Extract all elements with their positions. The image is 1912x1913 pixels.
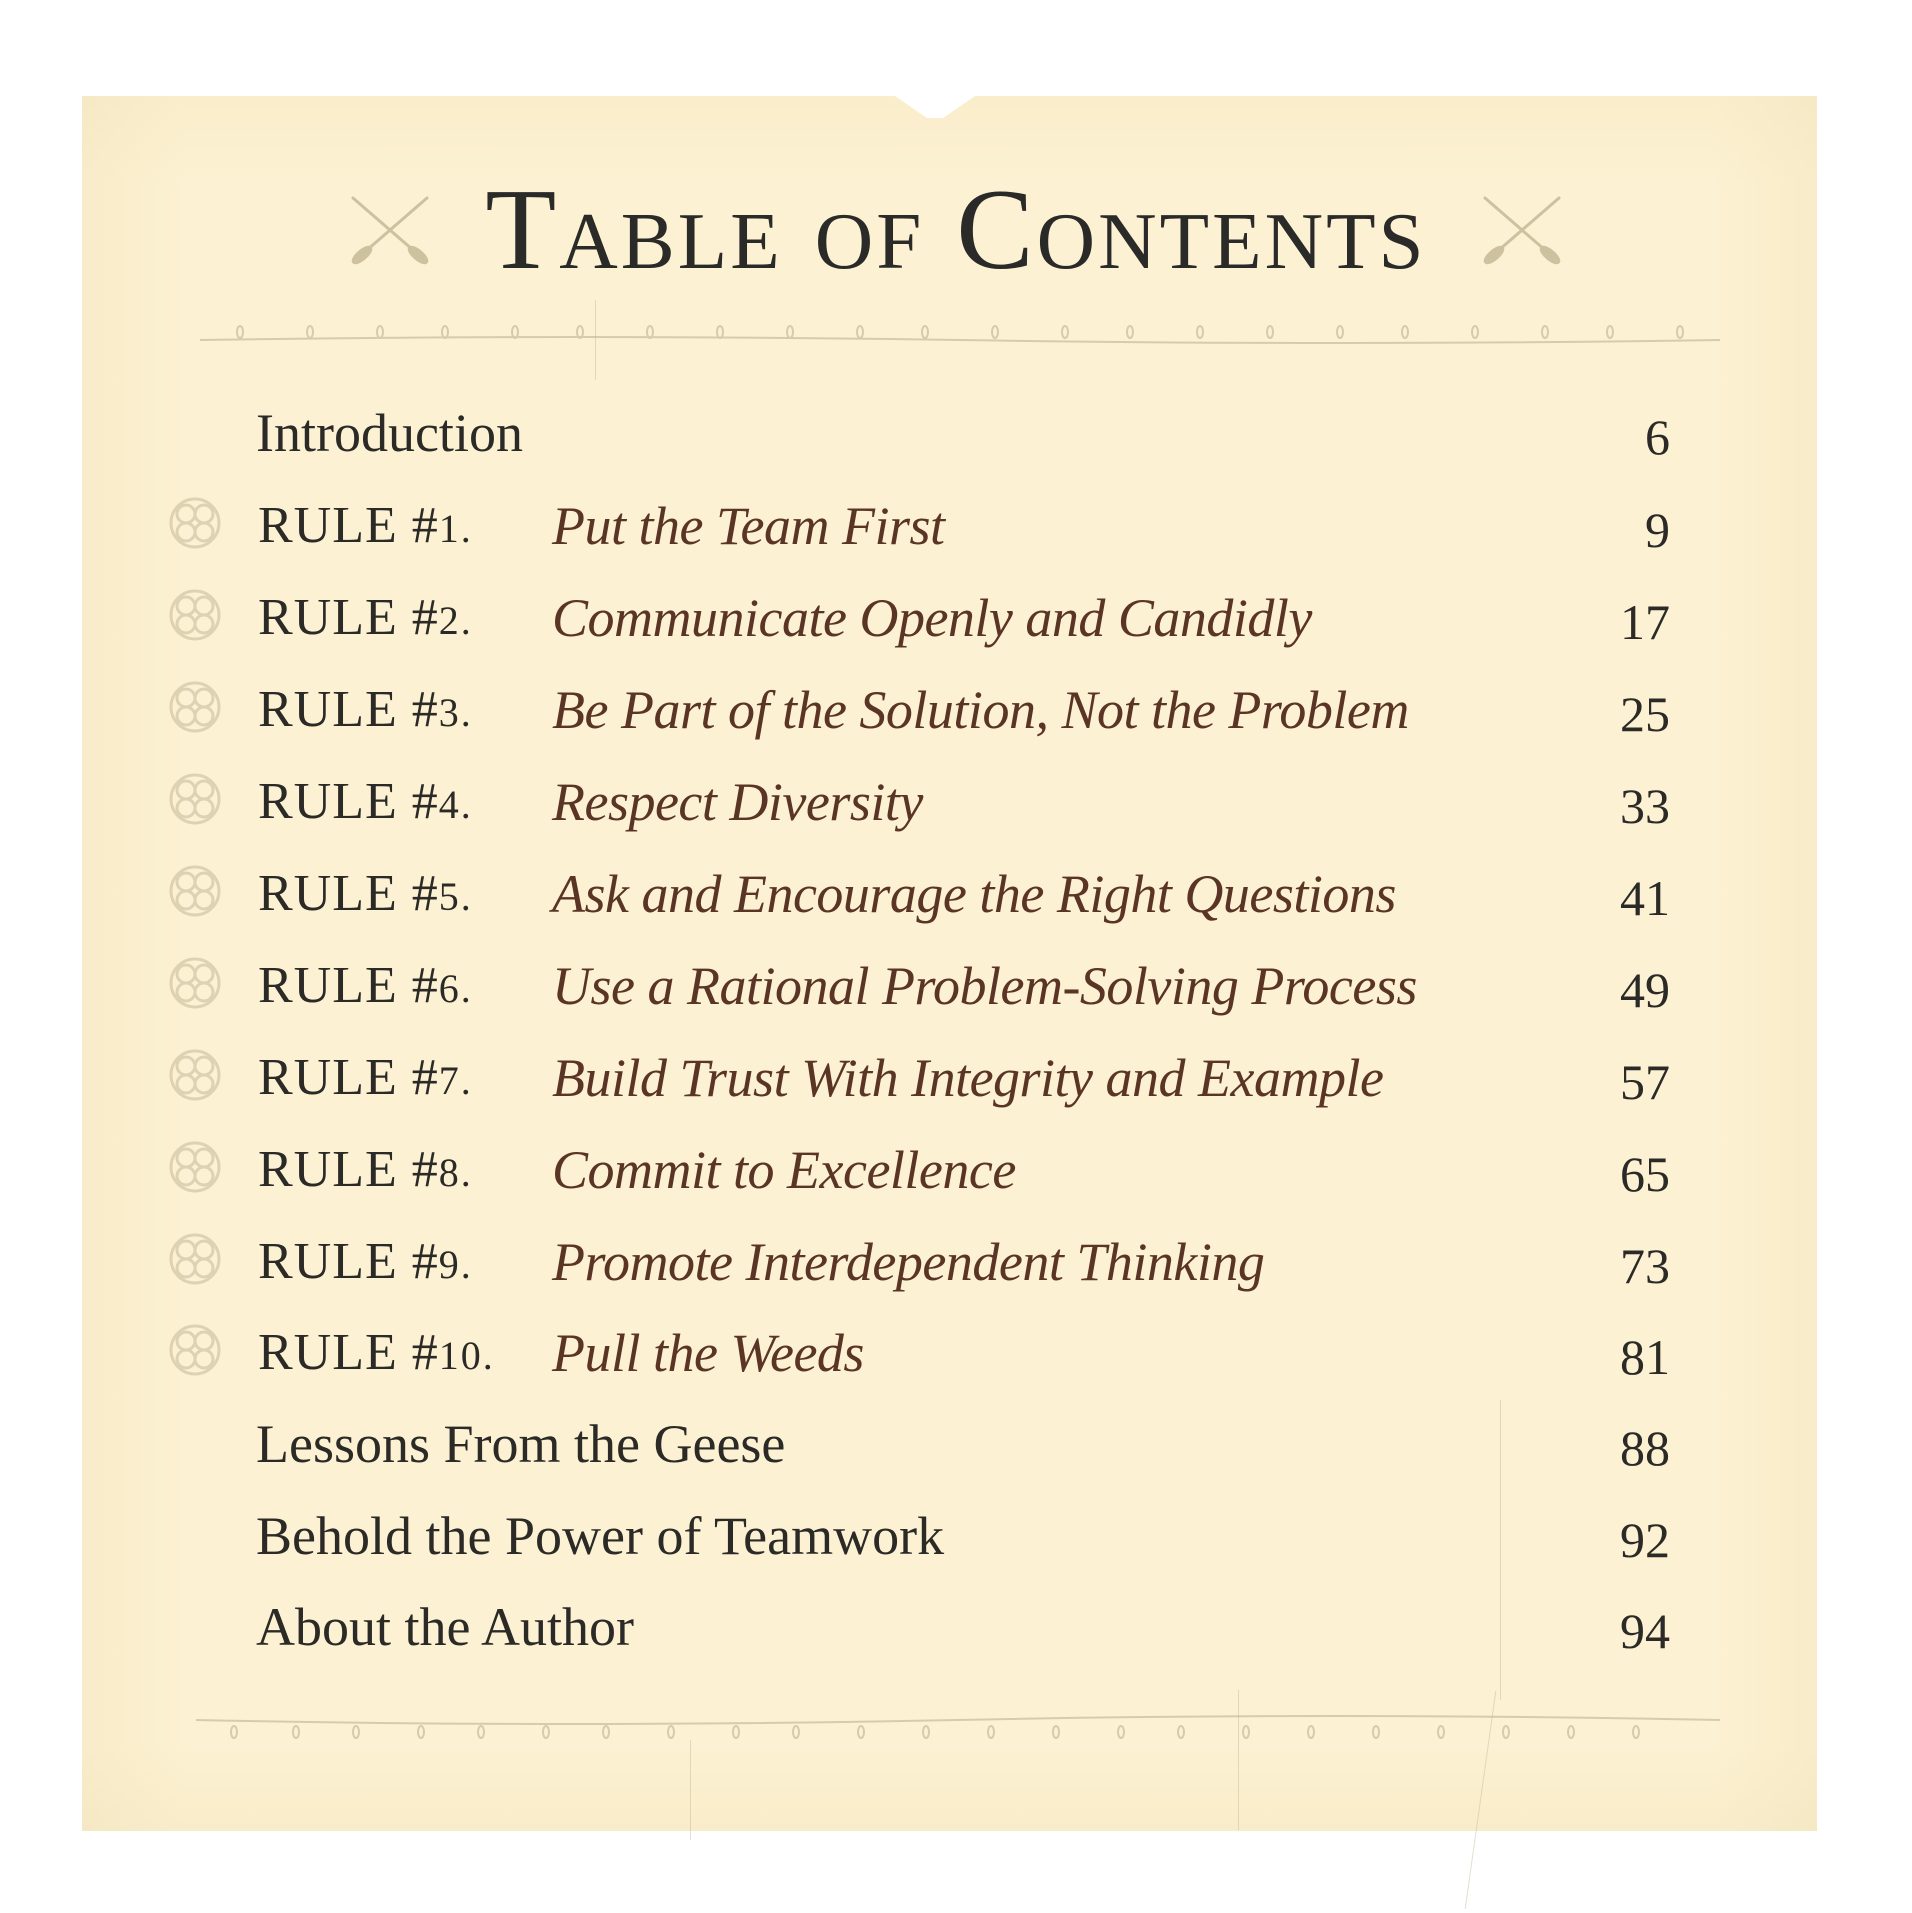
entry-page-number: 92: [1620, 1512, 1670, 1568]
entry-title: Put the Team First: [552, 496, 945, 556]
entry-page-number: 6: [1645, 409, 1670, 465]
knot-emblem-icon: [166, 1046, 224, 1104]
entry-title: Use a Rational Problem-Solving Process: [552, 956, 1417, 1016]
title-row: [0, 166, 1912, 294]
toc-entry-rule-1[interactable]: [0, 486, 1912, 566]
knot-emblem-icon: [166, 1138, 224, 1196]
knot-emblem-icon: [166, 494, 224, 552]
knot-emblem-icon: [166, 1230, 224, 1288]
toc-entry-introduction[interactable]: [0, 393, 1912, 473]
knot-emblem-icon: [166, 954, 224, 1012]
rule-label: RULE #7.: [258, 1049, 473, 1106]
entry-title: Communicate Openly and Candidly: [552, 588, 1312, 648]
entry-page-number: 57: [1620, 1054, 1670, 1110]
rule-label: RULE #1.: [258, 497, 473, 554]
entry-page-number: 25: [1620, 686, 1670, 742]
rule-label: RULE #4.: [258, 773, 473, 830]
knot-emblem-icon: [166, 586, 224, 644]
knot-emblem-icon: [166, 678, 224, 736]
entry-page-number: 33: [1620, 778, 1670, 834]
entry-page-number: 49: [1620, 962, 1670, 1018]
toc-entry-about-the-author[interactable]: [0, 1587, 1912, 1667]
rule-label: RULE #10.: [258, 1324, 495, 1381]
rule-label: RULE #5.: [258, 865, 473, 922]
entry-page-number: 41: [1620, 870, 1670, 926]
toc-entry-rule-9[interactable]: [0, 1222, 1912, 1302]
entry-title: Build Trust With Integrity and Example: [552, 1048, 1384, 1108]
entry-title: Be Part of the Solution, Not the Problem: [552, 680, 1409, 740]
toc-entry-rule-8[interactable]: [0, 1130, 1912, 1210]
toc-entry-rule-2[interactable]: [0, 578, 1912, 658]
toc-entry-lessons-from-the-geese[interactable]: [0, 1404, 1912, 1484]
entry-title: Lessons From the Geese: [256, 1414, 786, 1474]
entry-title: Ask and Encourage the Right Questions: [552, 864, 1396, 924]
rule-label: RULE #8.: [258, 1141, 473, 1198]
rule-label: RULE #9.: [258, 1233, 473, 1290]
rope-divider-top: [200, 322, 1720, 356]
entry-title: Introduction: [256, 403, 523, 463]
crossed-oars-icon: [345, 190, 435, 270]
entry-page-number: 9: [1645, 502, 1670, 558]
toc-entry-rule-5[interactable]: [0, 854, 1912, 934]
toc-entry-rule-10[interactable]: [0, 1313, 1912, 1393]
crossed-oars-icon: [1477, 190, 1567, 270]
entry-page-number: 73: [1620, 1238, 1670, 1294]
toc-entry-rule-4[interactable]: [0, 762, 1912, 842]
knot-emblem-icon: [166, 770, 224, 828]
toc-entry-behold-the-power-of-teamwork[interactable]: [0, 1496, 1912, 1576]
entry-page-number: 88: [1620, 1420, 1670, 1476]
page-crease: [690, 1740, 691, 1840]
entry-page-number: 81: [1620, 1329, 1670, 1385]
entry-page-number: 17: [1620, 594, 1670, 650]
knot-emblem-icon: [166, 862, 224, 920]
rule-label: RULE #2.: [258, 589, 473, 646]
entry-title: Promote Interdependent Thinking: [552, 1232, 1265, 1292]
rule-label: RULE #3.: [258, 681, 473, 738]
entry-title: About the Author: [256, 1597, 634, 1657]
toc-entry-rule-3[interactable]: [0, 670, 1912, 750]
entry-title: Pull the Weeds: [552, 1323, 864, 1383]
entry-page-number: 94: [1620, 1603, 1670, 1659]
knot-emblem-icon: [166, 1321, 224, 1379]
toc-entry-rule-7[interactable]: [0, 1038, 1912, 1118]
rule-label: RULE #6.: [258, 957, 473, 1014]
entry-title: Behold the Power of Teamwork: [256, 1506, 945, 1566]
rope-divider-bottom: [196, 1708, 1720, 1742]
toc-entry-rule-6[interactable]: [0, 946, 1912, 1026]
entry-title: Commit to Excellence: [552, 1140, 1016, 1200]
entry-title: Respect Diversity: [552, 772, 923, 832]
entry-page-number: 65: [1620, 1146, 1670, 1202]
page-title: Table of Contents: [485, 166, 1427, 294]
